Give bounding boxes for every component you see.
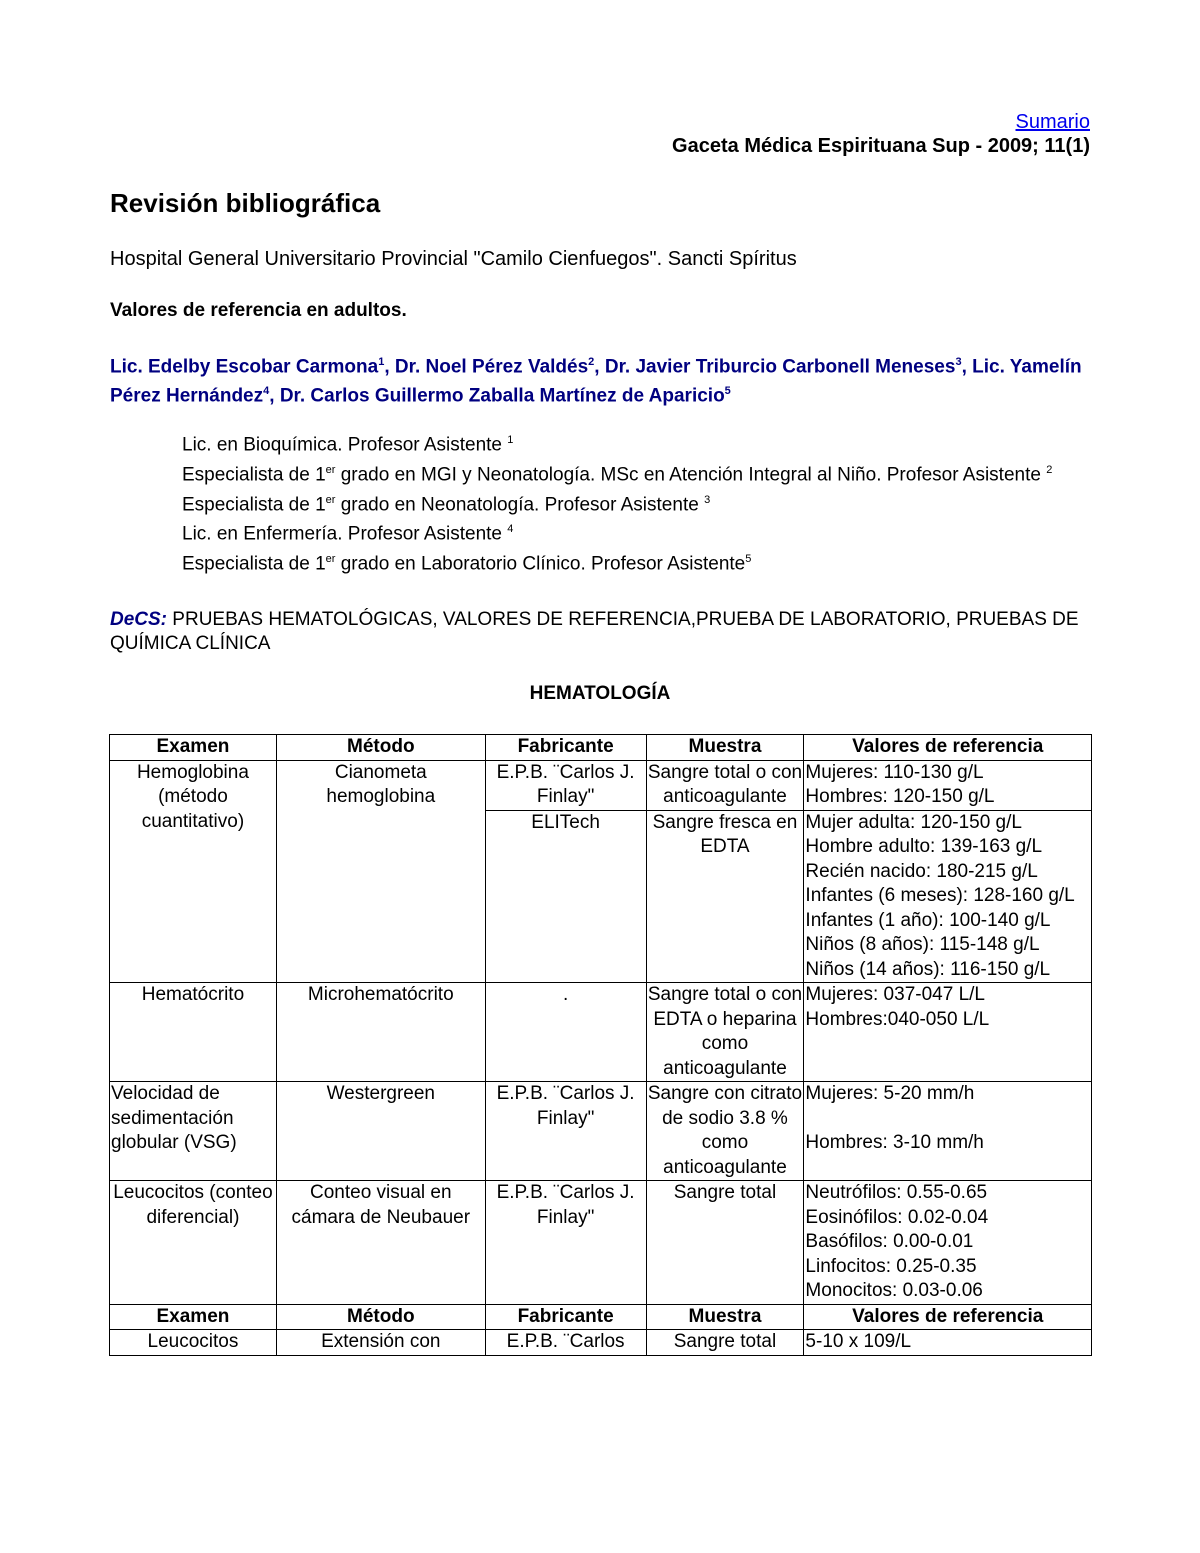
author-name: Lic. Yamelín Pérez Hernández <box>110 356 1082 407</box>
reference-value: Hombres:040-050 L/L <box>805 1008 990 1030</box>
table-row <box>110 760 1092 810</box>
author-sep: , <box>961 356 973 378</box>
affiliation-item <box>182 547 1082 577</box>
author-sep: , <box>269 385 280 407</box>
affiliation-text: grado en Neonatología. Profesor Asistente <box>335 493 705 515</box>
cell-metodo: Westergreen <box>276 1082 485 1181</box>
column-header: Examen <box>110 735 277 761</box>
affiliation-item <box>182 428 1082 458</box>
hospital-affiliation: Hospital General Universitario Provincial "Camilo Cienfuegos". Sancti Spíritus <box>110 248 797 270</box>
reference-value: Eosinófilos: 0.02-0.04 <box>805 1206 989 1228</box>
reference-value: Hombres: 120-150 g/L <box>805 786 995 807</box>
author-name: Dr. Javier Triburcio Carbonell Meneses <box>604 356 956 378</box>
affiliation-sup: 3 <box>704 493 711 506</box>
ordinal-sup: er <box>325 553 336 566</box>
cell-metodo: Microhematócrito <box>276 983 485 1082</box>
column-header: Fabricante <box>485 1304 646 1330</box>
author-list <box>110 350 1100 409</box>
reference-value: Niños (8 años): 115-148 g/L <box>805 934 1040 955</box>
table-header-row <box>110 1304 1092 1330</box>
cell-fabricante: ELITech <box>485 810 646 983</box>
cell-fabricante: E.P.B. ¨Carlos <box>485 1330 646 1356</box>
sumario-link[interactable]: Sumario <box>1015 111 1090 133</box>
affiliation-text: Especialista de 1 <box>182 493 326 515</box>
reference-value: Linfocitos: 0.25-0.35 <box>805 1255 977 1277</box>
cell-examen: Velocidad de sedimentación globular (VSG) <box>110 1082 277 1181</box>
table-row <box>110 1330 1092 1356</box>
cell-examen: Leucocitos (conteo diferencial) <box>110 1181 277 1305</box>
cell-fabricante: . <box>485 983 646 1082</box>
column-header: Método <box>276 735 485 761</box>
cell-fabricante: E.P.B. ¨Carlos J. Finlay" <box>485 760 646 810</box>
cell-valores <box>804 1181 1092 1305</box>
affiliation-item <box>182 517 1082 547</box>
reference-value: 5-10 x 109/L <box>805 1331 912 1352</box>
reference-value: Mujeres: 5-20 mm/h <box>805 1083 975 1104</box>
cell-valores <box>804 1082 1092 1181</box>
reference-value: Niños (14 años): 116-150 g/L <box>805 958 1051 980</box>
reference-value: Hombres: 3-10 mm/h <box>805 1132 984 1153</box>
affiliation-list <box>182 428 1082 577</box>
cell-muestra: Sangre fresca en EDTA <box>646 810 804 983</box>
affiliation-text: Lic. en Enfermería. Profesor Asistente <box>182 523 508 545</box>
author-sup: 3 <box>955 356 962 368</box>
table-row <box>110 1181 1092 1305</box>
cell-valores <box>804 1330 1092 1356</box>
column-header: Valores de referencia <box>804 735 1092 761</box>
column-header: Muestra <box>646 735 804 761</box>
cell-examen: Hematócrito <box>110 983 277 1082</box>
author-name: Lic. Edelby Escobar Carmona <box>110 356 379 378</box>
cell-metodo: Extensión con <box>276 1330 485 1356</box>
affiliation-text: grado en Laboratorio Clínico. Profesor Asistente <box>335 553 746 575</box>
table-row <box>110 983 1092 1082</box>
column-header: Valores de referencia <box>804 1304 1092 1330</box>
author-sep: , <box>594 356 605 378</box>
column-header: Muestra <box>646 1304 804 1330</box>
reference-value: Neutrófilos: 0.55-0.65 <box>805 1182 988 1203</box>
reference-value: Mujeres: 110-130 g/L <box>805 761 984 783</box>
cell-metodo: Cianometa hemoglobina <box>276 760 485 983</box>
reference-spacer <box>805 1107 1090 1132</box>
affiliation-item <box>182 458 1082 488</box>
cell-valores <box>804 983 1092 1082</box>
ordinal-sup: er <box>325 493 336 506</box>
decs-label: DeCS: <box>110 609 168 630</box>
author-name: Dr. Noel Pérez Valdés <box>394 356 589 378</box>
affiliation-sup: 1 <box>507 434 514 446</box>
reference-value: Monocitos: 0.03-0.06 <box>805 1280 983 1301</box>
hematology-table <box>109 734 1092 1356</box>
decs-text: PRUEBAS HEMATOLÓGICAS, VALORES DE REFERENCIA,PRUEBA DE LABORATORIO, PRUEBAS DE QUÍMICA CLÍNICA <box>110 609 1079 654</box>
column-header: Método <box>276 1304 485 1330</box>
affiliation-sup: 4 <box>507 523 514 536</box>
cell-muestra: Sangre total o con EDTA o heparina como anticoagulante <box>646 983 804 1082</box>
cell-muestra: Sangre total o con anticoagulante <box>646 760 804 810</box>
column-header: Fabricante <box>485 735 646 761</box>
cell-valores <box>804 810 1092 983</box>
reference-value: Mujeres: 037-047 L/L <box>805 984 985 1005</box>
author-name: Dr. Carlos Guillermo Zaballa Martínez de Aparicio <box>279 385 725 407</box>
author-sup: 5 <box>724 385 731 398</box>
reference-value: Infantes (6 meses): 128-160 g/L <box>805 885 1075 906</box>
cell-valores <box>804 760 1092 810</box>
journal-citation: Gaceta Médica Espirituana Sup - 2009; 11(1) <box>672 135 1090 157</box>
table-header-row <box>110 735 1092 761</box>
cell-fabricante: E.P.B. ¨Carlos J. Finlay" <box>485 1082 646 1181</box>
cell-fabricante: E.P.B. ¨Carlos J. Finlay" <box>485 1181 646 1305</box>
affiliation-text: Especialista de 1 <box>182 464 326 486</box>
reference-value: Hombre adulto: 139-163 g/L <box>805 836 1043 857</box>
author-sup: 4 <box>263 385 270 398</box>
affiliation-sup: 5 <box>745 553 752 566</box>
cell-examen: Leucocitos <box>110 1330 277 1356</box>
cell-muestra: Sangre con citrato de sodio 3.8 % como anticoagulante <box>646 1082 804 1181</box>
ordinal-sup: er <box>325 463 336 476</box>
decs-keywords <box>110 608 1100 656</box>
author-sup: 1 <box>378 356 385 368</box>
affiliation-text: grado en MGI y Neonatología. MSc en Atención Integral al Niño. Profesor Asistente <box>335 464 1047 486</box>
cell-muestra: Sangre total <box>646 1181 804 1305</box>
affiliation-text: Lic. en Bioquímica. Profesor Asistente <box>182 434 508 456</box>
cell-metodo: Conteo visual en cámara de Neubauer <box>276 1181 485 1305</box>
affiliation-sup: 2 <box>1046 463 1053 476</box>
reference-value: Basófilos: 0.00-0.01 <box>805 1231 974 1252</box>
cell-examen: Hemoglobina (método cuantitativo) <box>110 760 277 983</box>
affiliation-text: Especialista de 1 <box>182 553 326 575</box>
hematologia-heading: HEMATOLOGÍA <box>529 683 671 704</box>
reference-value: Infantes (1 año): 100-140 g/L <box>805 909 1051 931</box>
reference-value: Mujer adulta: 120-150 g/L <box>805 811 1022 833</box>
cell-muestra: Sangre total <box>646 1330 804 1356</box>
affiliation-item <box>182 488 1082 518</box>
author-sup: 2 <box>588 356 595 368</box>
author-sep: , <box>384 356 395 378</box>
column-header: Examen <box>110 1304 277 1330</box>
article-title: Valores de referencia en adultos. <box>110 300 407 321</box>
section-type-heading: Revisión bibliográfica <box>110 188 381 218</box>
table-row <box>110 1082 1092 1181</box>
reference-value: Recién nacido: 180-215 g/L <box>805 860 1038 882</box>
